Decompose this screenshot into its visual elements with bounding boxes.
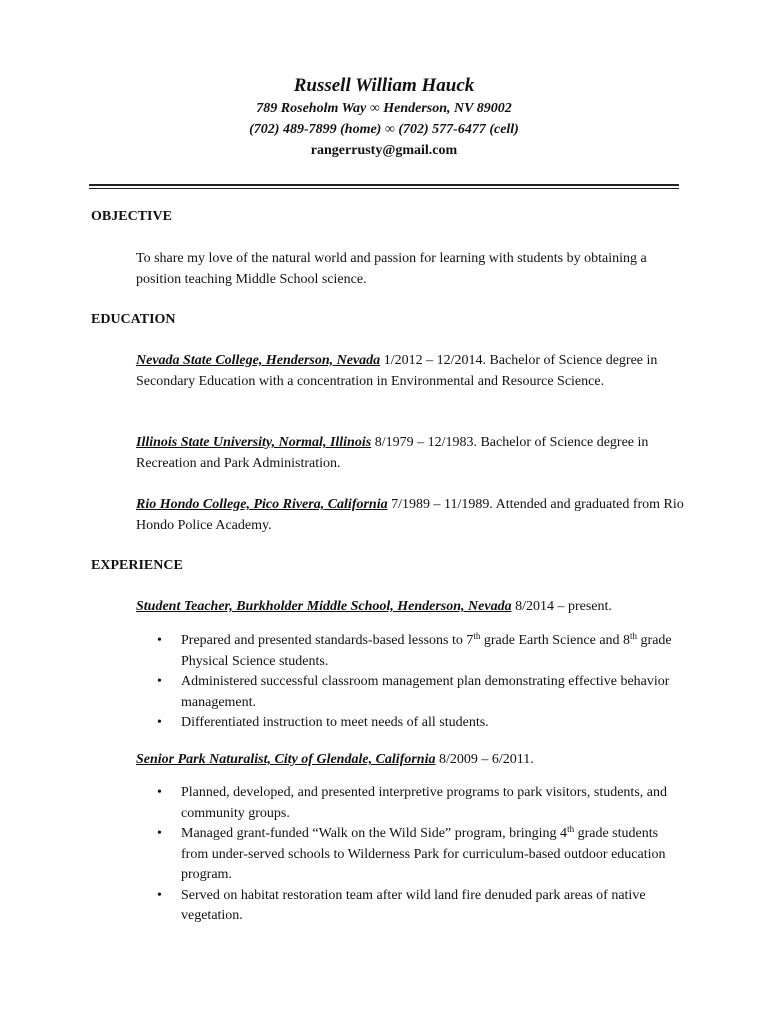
bullet-marker: •: [157, 887, 162, 903]
bullet-text: Managed grant-funded “Walk on the Wild Side” program, bringing 4: [181, 826, 568, 841]
bullet-text: Administered successful classroom management plan demonstrating effective behavior management.: [181, 674, 670, 710]
phone-line: [0, 119, 768, 140]
bullet-text: Served on habitat restoration team after wild land fire denuded park areas of native vegetation.: [181, 887, 646, 923]
institution-name: Nevada State College, Henderson, Nevada: [136, 353, 381, 368]
email-address: rangerrusty@gmail.com: [310, 143, 458, 158]
address-city: Henderson, NV 89002: [383, 101, 512, 116]
education-heading: EDUCATION: [91, 312, 176, 327]
list-item: [136, 886, 684, 927]
bullet-text: Prepared and presented standards-based lessons to 7: [181, 633, 474, 648]
bullet-text: grade Physical Science students.: [181, 633, 672, 669]
job-dates: 8/2009 – 6/2011.: [435, 752, 534, 767]
job-heading: [136, 597, 684, 618]
education-details: 8/1979 – 12/1983. Bachelor of Science degree in Recreation and Park Administration.: [136, 435, 649, 471]
job-bullet-list: [136, 631, 684, 734]
phone-cell: (702) 577-6477 (cell): [398, 122, 519, 137]
header-divider-top: [89, 184, 679, 186]
education-details: 7/1989 – 11/1989. Attended and graduated from Rio Hondo Police Academy.: [136, 497, 684, 533]
bullet-marker: •: [157, 715, 162, 730]
list-item: [136, 713, 684, 734]
address-line: [0, 98, 768, 119]
candidate-name: Russell William Hauck: [293, 75, 475, 96]
education-details: 1/2012 – 12/2014. Bachelor of Science degree in Secondary Education with a concentration in Environmental and Resource Science.: [136, 353, 658, 389]
bullet-text: Differentiated instruction to meet needs of all students.: [181, 715, 489, 730]
phone-home: (702) 489-7899 (home): [249, 122, 382, 137]
bullet-marker: •: [157, 785, 162, 800]
list-item: [136, 824, 684, 886]
job-bullet-list: [136, 783, 684, 927]
education-entry: [136, 495, 684, 536]
ordinal-suffix: th: [473, 631, 481, 641]
job-dates: 8/2014 – present.: [511, 599, 612, 614]
bullet-marker: •: [157, 826, 162, 841]
ordinal-suffix: th: [567, 824, 575, 834]
education-entry: [136, 351, 684, 392]
phone-separator: ∞: [381, 122, 399, 137]
objective-heading: OBJECTIVE: [91, 209, 172, 224]
resume-header: [0, 74, 768, 161]
bullet-text: grade Earth Science and 8: [480, 633, 631, 648]
bullet-marker: •: [157, 633, 162, 648]
job-title: Student Teacher, Burkholder Middle School, Henderson, Nevada: [136, 599, 512, 614]
address-separator: ∞: [366, 101, 384, 116]
ordinal-suffix: th: [630, 631, 638, 641]
job-heading: [136, 750, 684, 771]
objective-text: To share my love of the natural world and passion for learning with students by obtaining a position teaching Middle School science.: [136, 251, 647, 287]
bullet-marker: •: [157, 674, 162, 689]
bullet-text: grade students from under-served schools to Wilderness Park for curriculum-based outdoor education program.: [181, 826, 666, 882]
experience-heading: EXPERIENCE: [91, 558, 183, 573]
education-entry: [136, 433, 684, 474]
bullet-text: Planned, developed, and presented interpretive programs to park visitors, students, and community groups.: [181, 785, 667, 821]
list-item: [136, 672, 684, 713]
list-item: [136, 631, 684, 672]
institution-name: Rio Hondo College, Pico Rivera, California: [136, 497, 388, 512]
institution-name: Illinois State University, Normal, Illinois: [136, 435, 372, 450]
job-title: Senior Park Naturalist, City of Glendale, California: [136, 752, 436, 767]
address-street: 789 Roseholm Way: [256, 101, 367, 116]
list-item: [136, 783, 684, 824]
header-divider-bottom: [89, 188, 679, 189]
